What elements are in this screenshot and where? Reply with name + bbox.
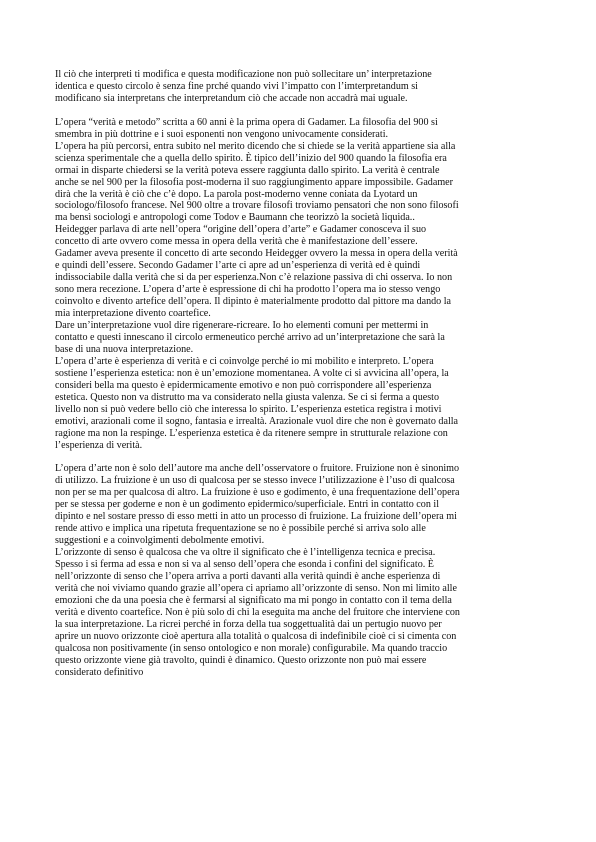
paragraph-interpretation-circle	[55, 69, 555, 105]
text-line: Il ciò che interpreti ti modifica e questa modificazione non può sollecitare un’ interpretazione	[55, 69, 432, 80]
text-line: la sua interpretazione. La ricrei perché in forza della tua soggettualità dai un pertugio nuovo per	[55, 618, 442, 630]
text-line: Heidegger parlava di arte nell’opera “origine dell’opera d’arte” e Gadamer conosceva il suo	[55, 224, 427, 236]
text-line: consideri bella ma questo è epidermicamente emotivo e non può corrispondere all’esperienza	[55, 379, 432, 391]
text-line: concetto di arte ovvero come messa in opera della verità che è manifestazione dell’essere.	[55, 236, 418, 248]
text-line: non per se ma per qualcosa di altro. La fruizione è uso e godimento, è una frequentazione dell’opera	[55, 487, 460, 499]
text-line: Dare un’interpretazione vuol dire rigenerare-ricreare. Io ho elementi comuni per mettermi in	[55, 320, 429, 331]
text-line: sociologo/filosofo francese. Nel 900 oltre a trovare filosofi troviamo pensatori che non sono filosofi	[55, 200, 459, 212]
text-line: L’opera d’arte è esperienza di verità e ci coinvolge perché io mi mobilito e interpreto. L’opera	[55, 355, 434, 367]
text-line: mia interpretazione divento coartefice.	[55, 308, 211, 320]
text-line: verità e divento coartefice. Non è più solo di chi la eseguita ma anche del fruitore che interviene con	[55, 606, 460, 618]
text-line: estetica. Questo non va distrutto ma va considerato nella giusta valenza. Se ci si ferma a questo	[55, 391, 440, 403]
text-line: suggestioni e a coinvolgimenti debolmente emotivi.	[55, 535, 265, 547]
text-line: identica e questo circolo è senza fine prché quando vivi l’impatto con l’imterpretandum si	[55, 80, 418, 92]
text-line: anche se nel 900 per la filosofia post-moderna il suo raggiungimento appare impossibile. Gadamer	[55, 176, 454, 188]
text-line: coinvolto e divento artefice dell’opera. Il dipinto è materialmente prodotto dal pittore ma dando la	[55, 296, 452, 308]
text-line: ragione ma non la respinge. L’esperienza estetica è da ritenere sempre in strutturale relazione con	[55, 427, 448, 439]
text-line: ma bensì sociologi e antropologi come Todov e Baumann che teorizzò la società liquida..	[55, 212, 415, 224]
text-line: nell’orizzonte di senso che l’opera arriva a porti davanti alla verità quindi è anche esperienza di	[55, 571, 441, 582]
text-line: rende attivo e implica una ripetuta frequentazione se no è possibile perché si arriva solo alle	[55, 523, 426, 535]
text-line: emozioni che da una poesia che è fermarsi al significato ma mi pongo in contatto con il tema della	[55, 594, 452, 606]
paragraph-fruition-and-horizon	[55, 463, 555, 678]
text-line: ormai in disparte chiedersi se la verità poteva essere raggiunta dallo spirito. La verità è centrale	[55, 164, 440, 176]
text-line: L’opera d’arte non è solo dell’autore ma anche dell’osservatore o fruitore. Fruizione non è sinonimo	[55, 463, 460, 475]
text-line: dipinto e nel sostare presso di esso metti in atto un processo di fruizione. La fruizione dell’opera mi	[55, 511, 457, 523]
text-line: L’orizzonte di senso è qualcosa che va oltre il significato che è l’intelligenza tecnica e precisa.	[55, 547, 436, 559]
text-line: livello non si può vedere bello ciò che interessa lo spirito. L’esperienza estetica registra i motivi	[55, 403, 442, 415]
text-line: Spesso i si ferma ad essa e non si va al senso dell’opera che esonda i confini del significato. È	[55, 559, 434, 571]
text-line: Gadamer aveva presente il concetto di arte secondo Heidegger ovvero la messa in opera della verità	[55, 248, 458, 260]
text-line: scienza sperimentale che a quella dello spirito. È tipico dell’inizio del 900 quando la filosofia era	[55, 152, 447, 164]
text-line: aprire un nuovo orizzonte cioè apertura alla totalità o qualcosa di indefinibile cioè ci si cimenta con	[55, 630, 457, 642]
text-line: emotivi, arazionali come il sogno, fantasia e irrealtà. Arazionale vuol dire che non è governato dalla	[55, 415, 459, 427]
paragraph-gadamer-truth-and-method	[55, 117, 555, 452]
paragraph-gap	[55, 451, 555, 463]
document-page	[55, 69, 555, 679]
text-line: indissociabile dalla verità che si da per esperienza.Non c’è relazione passiva di chi osserva. Io non	[55, 272, 453, 284]
text-line: L’opera ha più percorsi, entra subito nel merito dicendo che si chiede se la verità appartiene sia alla	[55, 140, 456, 152]
text-line: questo orizzonte viene già travolto, quindi è dinamico. Questo orizzonte non può mai essere	[55, 654, 427, 666]
text-line: L’opera “verità e metodo” scritta a 60 anni è la prima opera di Gadamer. La filosofia del 900 si	[55, 116, 438, 128]
text-line: qualcosa non positivamente (in senso ontologico e non morale) configurabile. Ma quando traccio	[55, 642, 448, 654]
text-line: verità che noi viviamo quando grazie all’opera ci apriamo all’orizzonte di senso. Non mi limito alle	[55, 582, 457, 594]
text-line: contatto e questi innescano il circolo ermeneutico perché arrivo ad un’interpretazione che sarà la	[55, 331, 445, 343]
text-line: dirà che la verità è ciò che c’è dopo. La parola post-moderno venne coniata da Lyotard un	[55, 188, 418, 200]
text-line: smembra in più dottrine e i suoi esponenti non vengono univocamente considerati.	[55, 128, 389, 140]
text-line: di utilizzo. La fruizione è un uso di qualcosa per se stesso invece l’utilizzazione è l’uso di qualcosa	[55, 475, 455, 487]
paragraph-gap	[55, 105, 555, 117]
text-line: per se stessa per goderne e non è un godimento epidermico/superficiale. Entri in contatto con il	[55, 499, 440, 511]
text-line: sono mera recezione. L’opera d’arte è espressione di chi ha prodotto l’opera ma io stesso vengo	[55, 284, 441, 296]
text-line: sostiene l’esperienza estetica: non è un’emozione momentanea. A volte ci si avvicina all’opera, la	[55, 367, 449, 379]
text-line: considerato definitivo	[55, 666, 144, 678]
text-line: base di una nuova interpretazione.	[55, 343, 194, 355]
text-line: modificano sia interpretans che interpretandum ciò che accade non accadrà mai uguale.	[55, 92, 408, 104]
text-line: e quindi dell’essere. Secondo Gadamer l’arte ci apre ad un’esperienza di verità ed è quindi	[55, 260, 421, 272]
text-line: l’esperienza di verità.	[55, 439, 143, 451]
